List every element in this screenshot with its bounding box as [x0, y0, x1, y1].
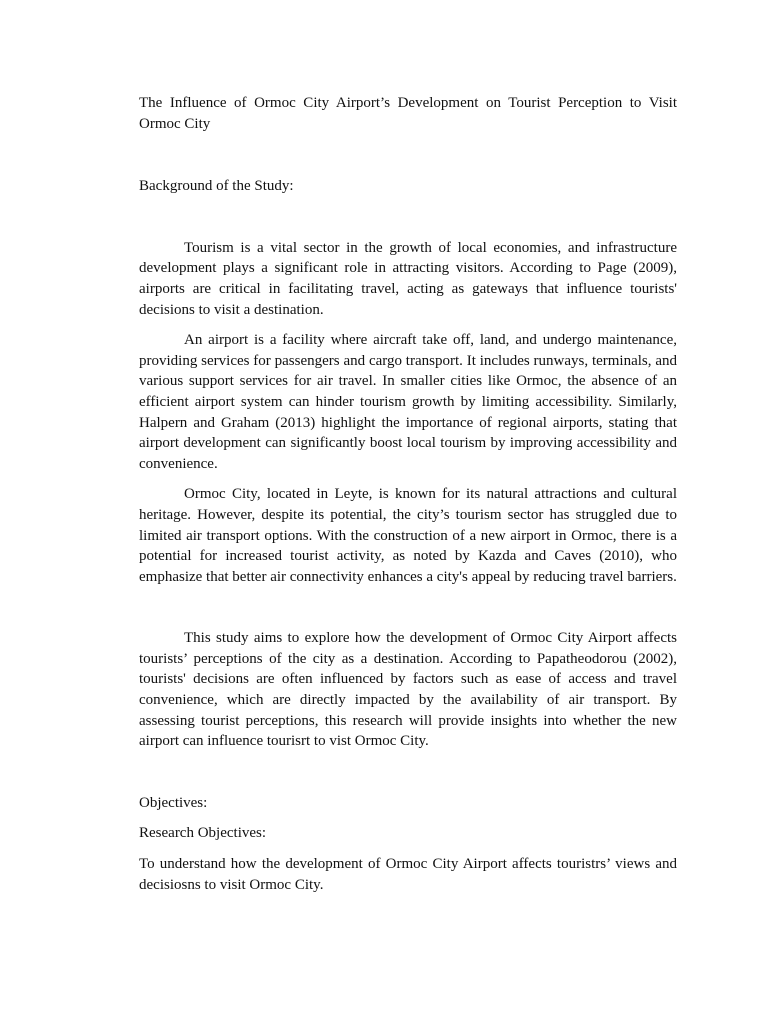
paragraph-2: An airport is a facility where aircraft take off, land, and undergo maintenance, providing services for passengers and cargo transport. It includes runways, terminals, and various support services for air travel. In smaller cities like Ormoc, the absence of an efficient airport system can hinder tourism growth by limiting accessibility. Similarly, Halpern and Graham (2013) highlight the importance of regional airports, stating that airport development can significantly boost local tourism by improving accessibility and convenience. — [139, 332, 677, 472]
objectives-heading: Objectives: — [139, 794, 208, 811]
document-content — [139, 93, 677, 905]
research-objectives-heading: Research Objectives: — [139, 825, 267, 842]
paragraph-1: Tourism is a vital sector in the growth of local economies, and infrastructure development plays a significant role in attracting visitors. According to Page (2009), airports are critical in facilitating travel, acting as gateways that influence tourists' decisions to visit a destination. — [139, 239, 677, 318]
paragraph-3: Ormoc City, located in Leyte, is known for its natural attractions and cultural heritage. However, despite its potential, the city’s tourism sector has struggled due to limited air transport options. With the construction of a new airport in Ormoc, there is a potential for increased tourist activity, as noted by Kazda and Caves (2010), who emphasize that better air connectivity enhances a city's appeal by reducing travel barriers. — [139, 486, 677, 585]
document-title: The Influence of Ormoc City Airport’s Development on Tourist Perception to Visit Ormoc City — [139, 95, 677, 132]
background-heading: Background of the Study: — [139, 178, 294, 195]
objective-text: To understand how the development of Ormoc City Airport affects touristrs’ views and decisiosns to visit Ormoc City. — [139, 856, 677, 893]
paragraph-4: This study aims to explore how the development of Ormoc City Airport affects tourists’ perceptions of the city as a destination. According to Papatheodorou (2002), tourists' decisions are often influenced by factors such as ease of access and travel convenience, which are directly impacted by the availability of air transport. By assessing tourist perceptions, this research will provide insights into whether the new airport can influence tourisrt to vist Ormoc City. — [139, 630, 677, 750]
